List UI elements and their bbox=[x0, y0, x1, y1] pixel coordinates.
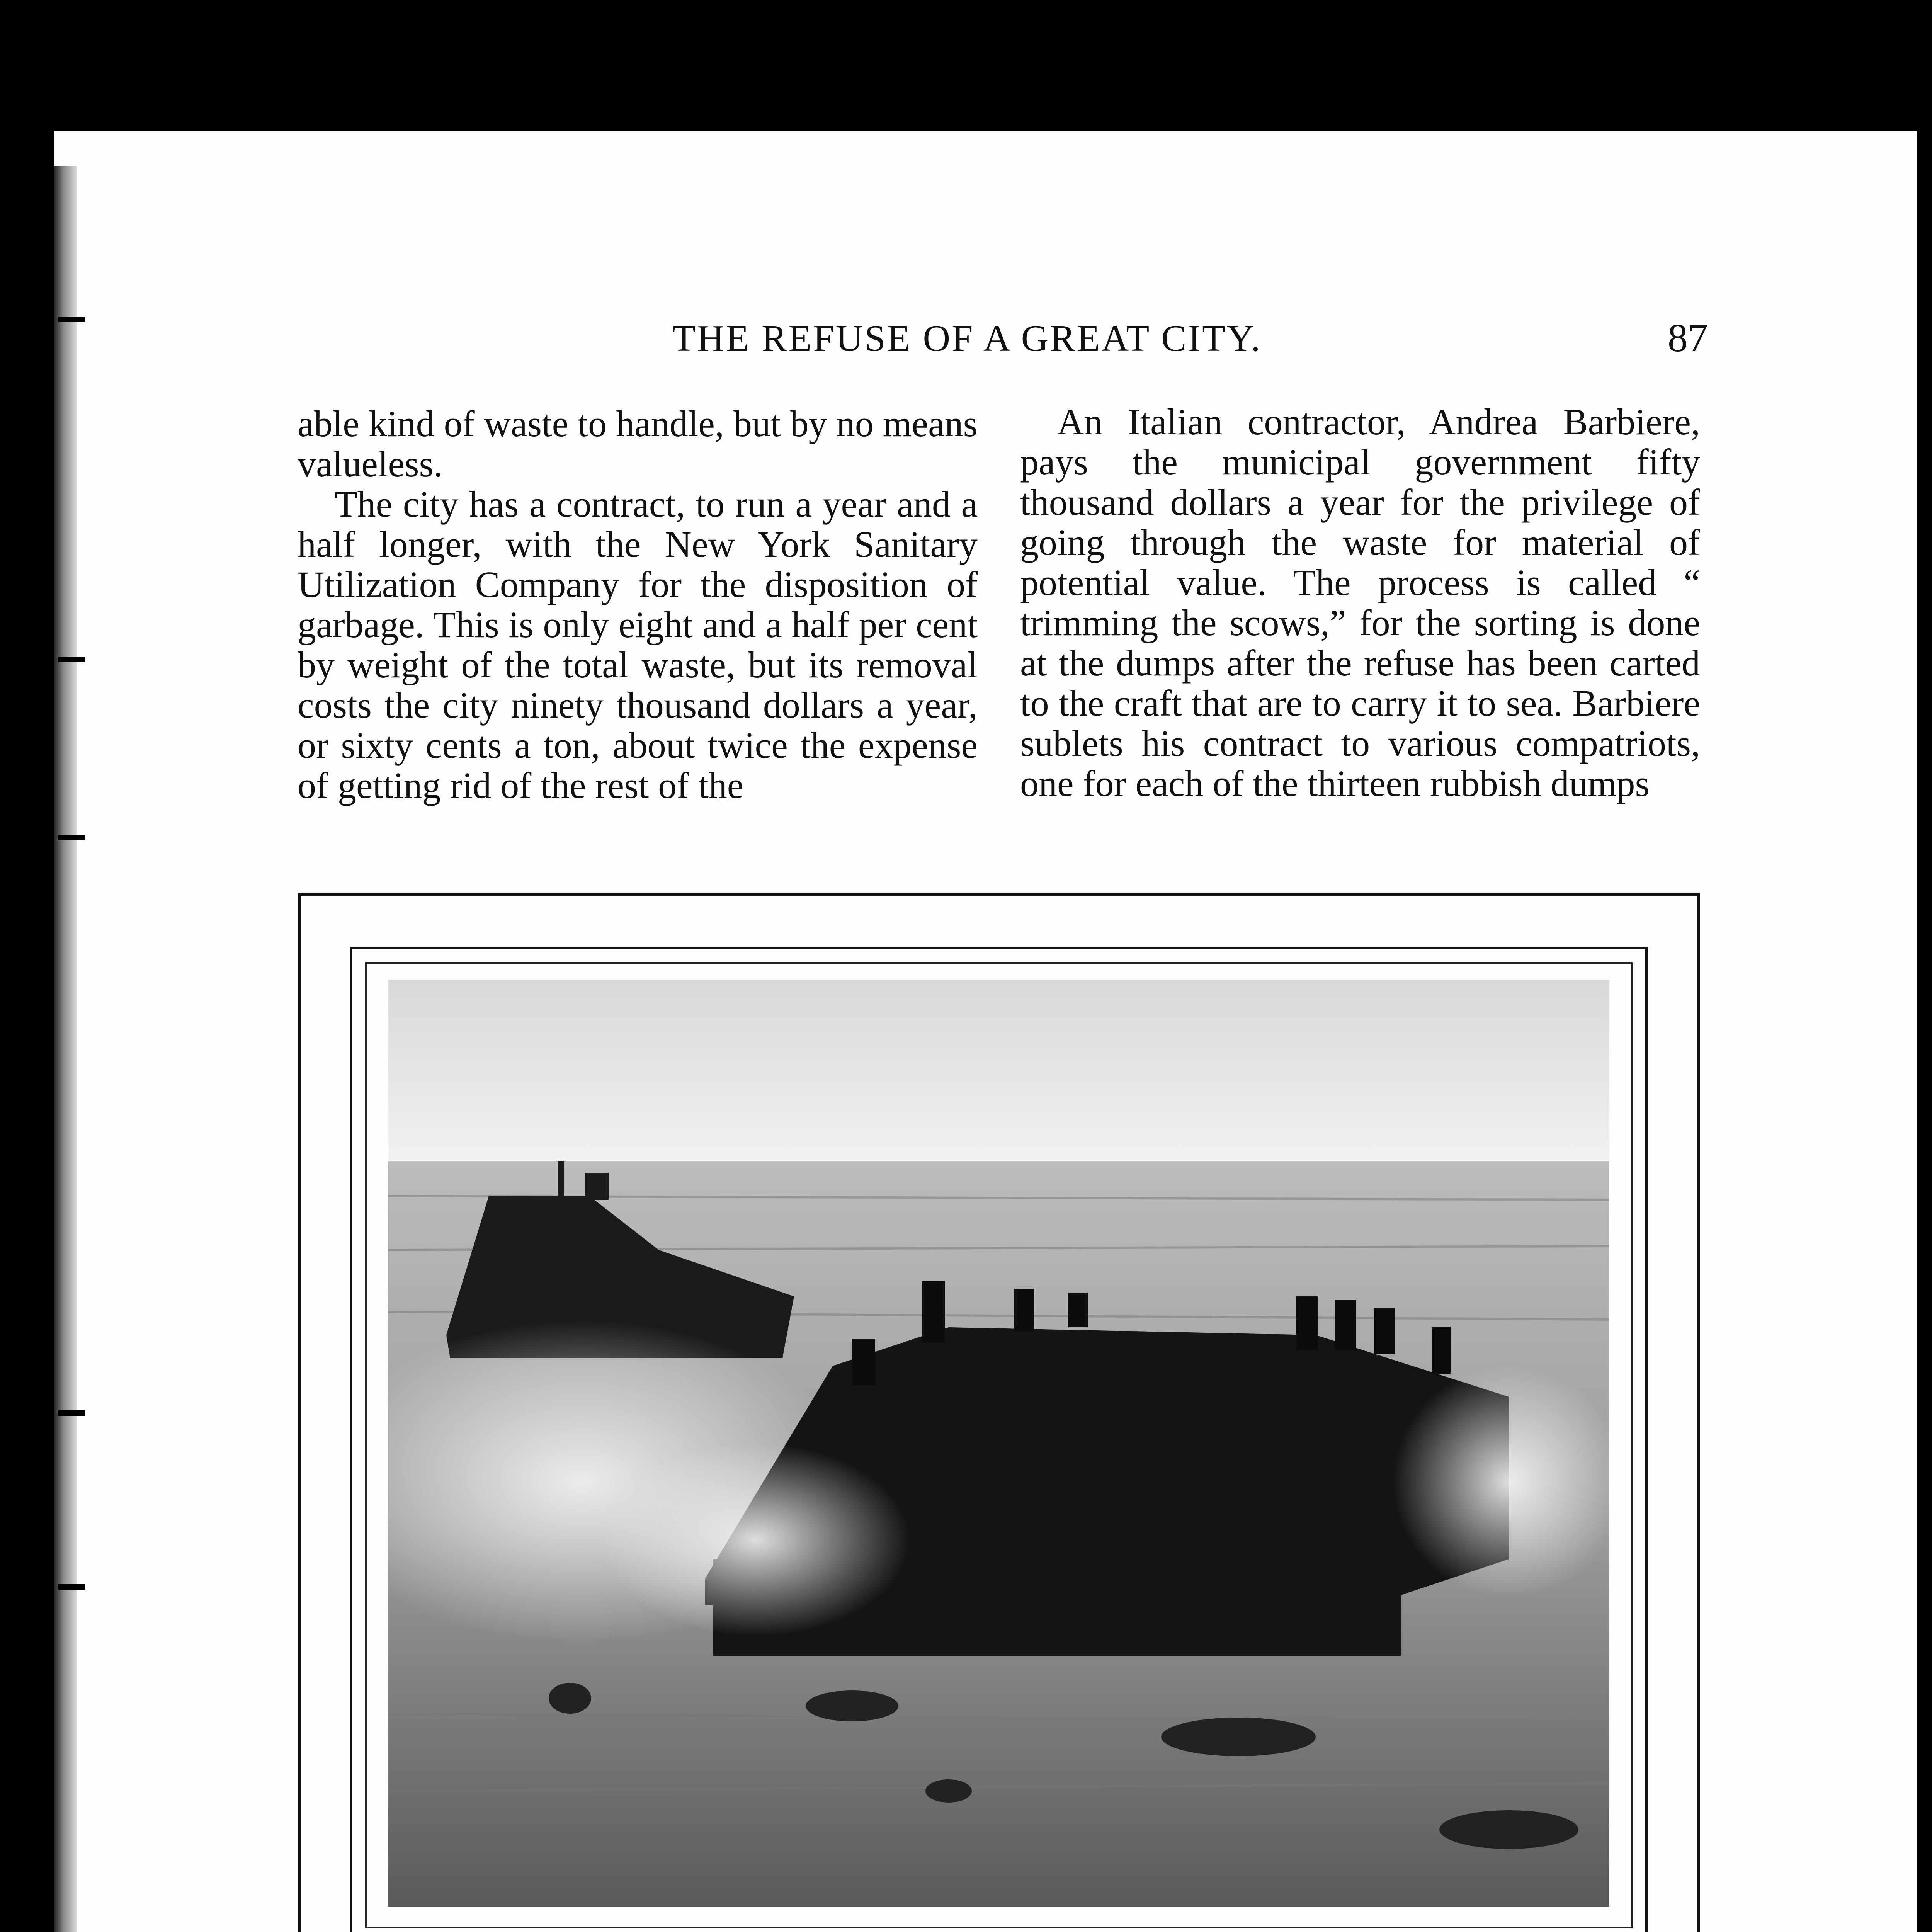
binding-stitch bbox=[58, 1410, 85, 1416]
binding-stitch bbox=[58, 657, 85, 662]
paragraph: able kind of waste to handle, but by no means valueless. bbox=[298, 403, 978, 485]
running-title: THE REFUSE OF A GREAT CITY. bbox=[672, 318, 1262, 359]
binding-stitch bbox=[58, 835, 85, 840]
page-number: 87 bbox=[1668, 316, 1708, 360]
page-gutter bbox=[54, 166, 77, 1932]
text-column-top-left bbox=[298, 404, 978, 806]
paragraph: The city has a contract, to run a year and a half longer, with the New York Sanitary Utilization Company for the disposition of garbage. This is only eight and a half per cent by weight of the total waste, but its removal costs the city ninety thousand dollars a year, or sixty cents a ton, about twice the expense of getting rid of the rest of the bbox=[298, 483, 978, 806]
binding-stitch bbox=[58, 317, 85, 322]
text-column-top-right bbox=[1020, 402, 1700, 804]
binding-stitch bbox=[58, 1584, 85, 1590]
paragraph: An Italian contractor, Andrea Barbiere, pays the municipal government fifty thousand dollars a year for the privilege of going through the waste for material of potential value. The process is called “ trimming the scows,” for the sorting is done at the dumps after the refuse has been carted to the craft that are to carry it to sea. Barbiere sublets his contract to various compatriots, one for each of the thirteen rubbish dumps bbox=[1020, 401, 1700, 804]
scows-photograph bbox=[388, 980, 1609, 1907]
